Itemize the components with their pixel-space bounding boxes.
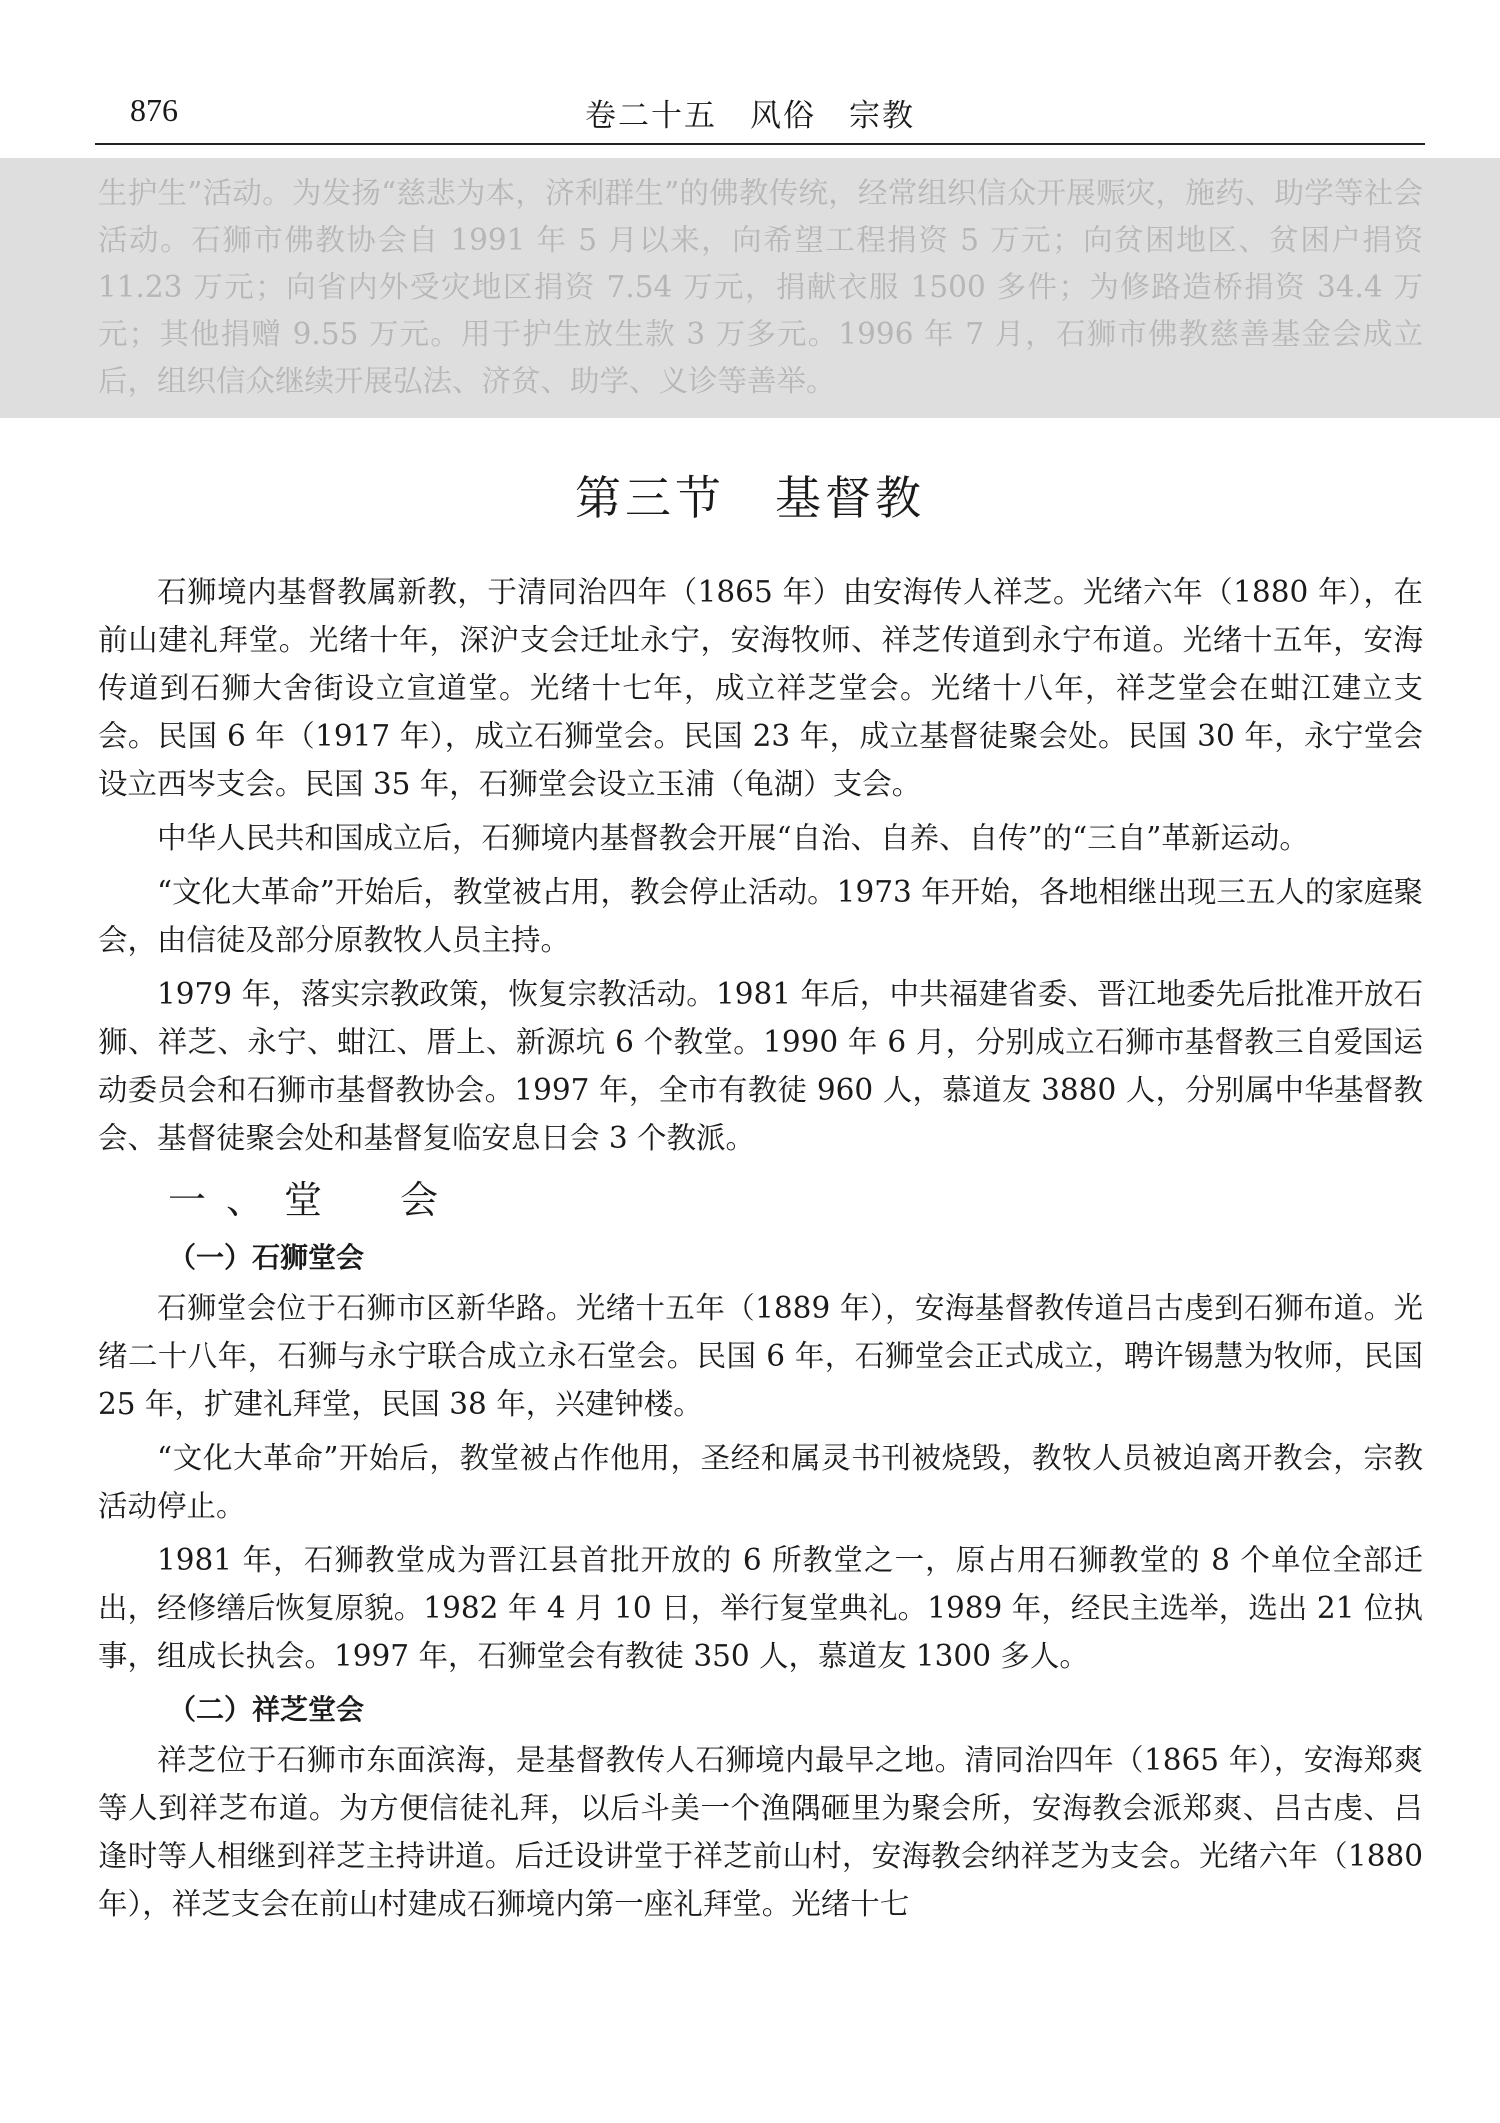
paragraph: “文化大革命”开始后，教堂被占用，教会停止活动。1973 年开始，各地相继出现三五人的家庭聚会，由信徒及部分原教牧人员主持。: [98, 875, 1423, 957]
paragraph: 石狮境内基督教属新教，于清同治四年（1865 年）由安海传人祥芝。光绪六年（1880 年），在前山建礼拜堂。光绪十年，深沪支会迁址永宁，安海牧师、祥芝传道到永宁布道。光绪十五年，安海传道到石狮大舍街设立宣道堂。光绪十七年，成立祥芝堂会。光绪十八年，祥芝堂会在蚶江建立支会。民国 6 年（1917 年），成立石狮堂会。民国 23 年，成立基督徒聚会处。民国 30 年，永宁堂会设立西岑支会。民国 35 年，石狮堂会设立玉浦（龟湖）支会。: [98, 575, 1423, 801]
page-number: 876: [130, 92, 178, 128]
subsection-title: 一、堂 会: [168, 1178, 459, 1222]
subsubsection-heading: （二）祥芝堂会: [168, 1693, 365, 1726]
paragraph: 石狮堂会位于石狮市区新华路。光绪十五年（1889 年），安海基督教传道吕古虔到石狮布道。光绪二十八年，石狮与永宁联合成立永石堂会。民国 6 年，石狮堂会正式成立，聘许锡慧为牧师，民国 25 年，扩建礼拜堂，民国 38 年，兴建钟楼。: [98, 1291, 1423, 1421]
paragraph: 1981 年，石狮教堂成为晋江县首批开放的 6 所教堂之一，原占用石狮教堂的 8 个单位全部迁出，经修缮后恢复原貌。1982 年 4 月 10 日，举行复堂典礼。1989 年，经民主选举，选出 21 位执事，组成长执会。1997 年，石狮堂会有教徒 350 人，慕道友 1300 多人。: [98, 1543, 1423, 1673]
paragraph: “文化大革命”开始后，教堂被占作他用，圣经和属灵书刊被烧毁，教牧人员被迫离开教会，宗教活动停止。: [98, 1441, 1423, 1523]
running-head: 卷二十五 风俗 宗教: [585, 98, 915, 134]
paragraph: 祥芝位于石狮市东面滨海，是基督教传人石狮境内最早之地。清同治四年（1865 年），安海郑爽等人到祥芝布道。为方便信徒礼拜，以后斗美一个渔隅砸里为聚会所，安海教会派郑爽、吕古虔、吕逢时等人相继到祥芝主持讲道。后迁设讲堂于祥芝前山村，安海教会纳祥芝为支会。光绪六年（1880 年），祥芝支会在前山村建成石狮境内第一座礼拜堂。光绪十七: [98, 1743, 1423, 1921]
faded-paragraph: 生护生”活动。为发扬“慈悲为本，济利群生”的佛教传统，经常组织信众开展赈灾，施药、助学等社会活动。石狮市佛教协会自 1991 年 5 月以来，向希望工程捐资 5 万元；向贫困地区、贫困户捐资 11.23 万元；向省内外受灾地区捐资 7.54 万元，捐献衣服 1500 多件；为修路造桥捐资 34.4 万元；其他捐赠 9.55 万元。用于护生放生款 3 万多元。1996 年 7 月，石狮市佛教慈善基金会成立后，组织信众继续开展弘法、济贫、助学、义诊等善举。: [98, 176, 1423, 398]
header-rule: [95, 143, 1425, 145]
subsubsection-heading: （一）石狮堂会: [168, 1241, 365, 1274]
paragraph: 中华人民共和国成立后，石狮境内基督教会开展“自治、自养、自传”的“三自”革新运动。: [157, 821, 1309, 855]
body-text: [98, 568, 1423, 1934]
section-title: 第三节 基督教: [575, 471, 925, 525]
page-header: [0, 88, 1500, 148]
paragraph: 1979 年，落实宗教政策，恢复宗教活动。1981 年后，中共福建省委、晋江地委先后批准开放石狮、祥芝、永宁、蚶江、厝上、新源坑 6 个教堂。1990 年 6 月，分别成立石狮市基督教三自爱国运动委员会和石狮市基督教协会。1997 年，全市有教徒 960 人，慕道友 3880 人，分别属中华基督教会、基督徒聚会处和基督复临安息日会 3 个教派。: [98, 977, 1423, 1155]
